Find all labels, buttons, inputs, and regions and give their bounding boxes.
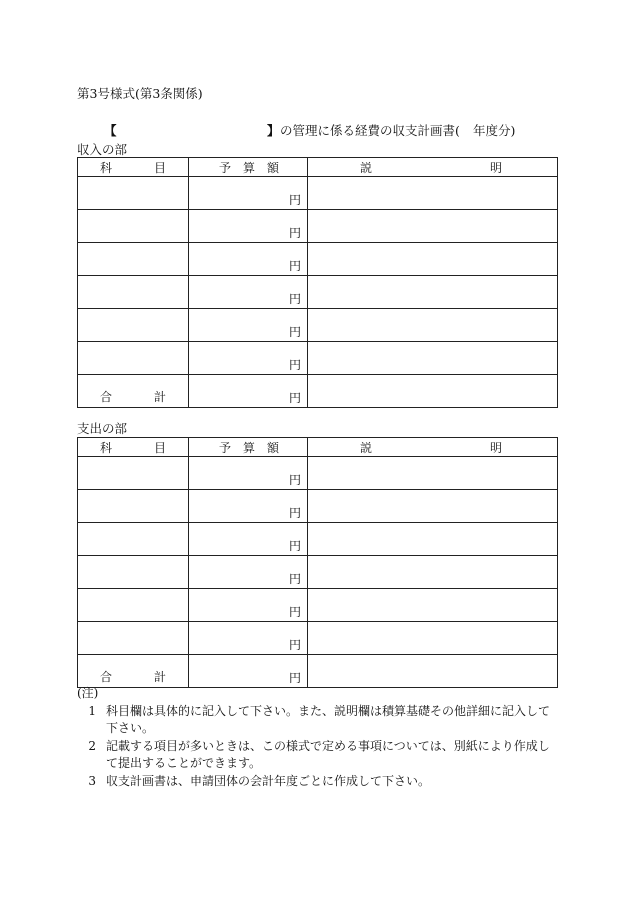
- header-description: [308, 438, 558, 457]
- expense-table: [77, 437, 558, 688]
- budget-cell[interactable]: 円: [189, 457, 308, 490]
- total-row: [78, 655, 558, 688]
- form-number: 第3号様式(第3条関係): [77, 86, 203, 101]
- total-budget-cell[interactable]: 円: [189, 655, 308, 688]
- subject-cell[interactable]: [78, 556, 189, 589]
- total-description-cell[interactable]: [308, 375, 558, 408]
- description-cell[interactable]: [308, 622, 558, 655]
- header-char: 目: [153, 160, 166, 175]
- description-cell[interactable]: [308, 490, 558, 523]
- subject-cell[interactable]: [78, 622, 189, 655]
- header-char: 科: [100, 440, 113, 455]
- title-bracket-close: 】: [267, 123, 280, 138]
- note-number: 2: [88, 739, 96, 753]
- title-main: の管理に係る経費の収支計画書(: [280, 123, 460, 138]
- description-cell[interactable]: [308, 276, 558, 309]
- note-text: 記載する項目が多いときは、この様式で定める事項については、別紙により作成して提出することができます。: [106, 739, 550, 770]
- table-header-row: [78, 158, 558, 177]
- table-row: [78, 556, 558, 589]
- note-item: [77, 773, 557, 790]
- total-label-cell: [78, 655, 189, 688]
- total-char: 合: [100, 390, 113, 404]
- subject-cell[interactable]: [78, 457, 189, 490]
- budget-cell[interactable]: 円: [189, 556, 308, 589]
- description-cell[interactable]: [308, 523, 558, 556]
- description-cell[interactable]: [308, 309, 558, 342]
- header-char: 説: [360, 160, 373, 175]
- subject-cell[interactable]: [78, 243, 189, 276]
- note-number: 3: [88, 774, 96, 788]
- note-text: 収支計画書は、申請団体の会計年度ごとに作成して下さい。: [106, 774, 431, 788]
- total-char: 合: [100, 670, 113, 684]
- header-budget: [189, 438, 308, 457]
- description-cell[interactable]: [308, 243, 558, 276]
- note-number: 1: [88, 704, 96, 718]
- table-row: [78, 490, 558, 523]
- table-row: [78, 210, 558, 243]
- header-char: 明: [489, 440, 502, 455]
- header-char: 予: [219, 440, 232, 455]
- header-char: 説: [360, 440, 373, 455]
- header-char: 目: [153, 440, 166, 455]
- header-char: 額: [266, 440, 279, 455]
- income-table: [77, 157, 558, 408]
- budget-cell[interactable]: 円: [189, 490, 308, 523]
- expense-section-label: 支出の部: [77, 421, 128, 436]
- total-description-cell[interactable]: [308, 655, 558, 688]
- description-cell[interactable]: [308, 342, 558, 375]
- subject-cell[interactable]: [78, 276, 189, 309]
- table-row: [78, 457, 558, 490]
- table-row: [78, 276, 558, 309]
- total-row: [78, 375, 558, 408]
- subject-cell[interactable]: [78, 210, 189, 243]
- budget-cell[interactable]: 円: [189, 210, 308, 243]
- description-cell[interactable]: [308, 177, 558, 210]
- subject-cell[interactable]: [78, 309, 189, 342]
- header-char: 予: [219, 160, 232, 175]
- header-char: 科: [100, 160, 113, 175]
- header-subject: [78, 438, 189, 457]
- budget-cell[interactable]: 円: [189, 342, 308, 375]
- header-description: [308, 158, 558, 177]
- table-row: [78, 309, 558, 342]
- total-budget-cell[interactable]: 円: [189, 375, 308, 408]
- header-subject: [78, 158, 189, 177]
- title-bracket-open: 【: [104, 123, 117, 138]
- header-char: 算: [242, 440, 255, 455]
- description-cell[interactable]: [308, 589, 558, 622]
- table-row: [78, 622, 558, 655]
- header-char: 算: [242, 160, 255, 175]
- description-cell[interactable]: [308, 457, 558, 490]
- notes: [77, 685, 557, 791]
- budget-cell[interactable]: 円: [189, 622, 308, 655]
- note-item: [77, 703, 557, 737]
- subject-cell[interactable]: [78, 490, 189, 523]
- budget-cell[interactable]: 円: [189, 243, 308, 276]
- table-header-row: [78, 438, 558, 457]
- income-section-label: 収入の部: [77, 142, 128, 157]
- budget-cell[interactable]: 円: [189, 276, 308, 309]
- title-year-suffix: 年度分): [473, 123, 516, 138]
- table-row: [78, 523, 558, 556]
- total-char: 計: [153, 670, 166, 684]
- header-budget: [189, 158, 308, 177]
- note-text: 科目欄は具体的に記入して下さい。また、説明欄は積算基礎その他詳細に記入して下さい。: [106, 704, 551, 735]
- subject-cell[interactable]: [78, 523, 189, 556]
- total-char: 計: [153, 390, 166, 404]
- budget-cell[interactable]: 円: [189, 177, 308, 210]
- table-row: [78, 342, 558, 375]
- total-label-cell: [78, 375, 189, 408]
- description-cell[interactable]: [308, 556, 558, 589]
- table-row: [78, 177, 558, 210]
- budget-cell[interactable]: 円: [189, 589, 308, 622]
- budget-cell[interactable]: 円: [189, 523, 308, 556]
- header-char: 明: [489, 160, 502, 175]
- table-row: [78, 243, 558, 276]
- note-item: [77, 738, 557, 772]
- notes-heading: (注): [77, 686, 99, 700]
- description-cell[interactable]: [308, 210, 558, 243]
- budget-cell[interactable]: 円: [189, 309, 308, 342]
- subject-cell[interactable]: [78, 342, 189, 375]
- subject-cell[interactable]: [78, 177, 189, 210]
- subject-cell[interactable]: [78, 589, 189, 622]
- table-row: [78, 589, 558, 622]
- header-char: 額: [266, 160, 279, 175]
